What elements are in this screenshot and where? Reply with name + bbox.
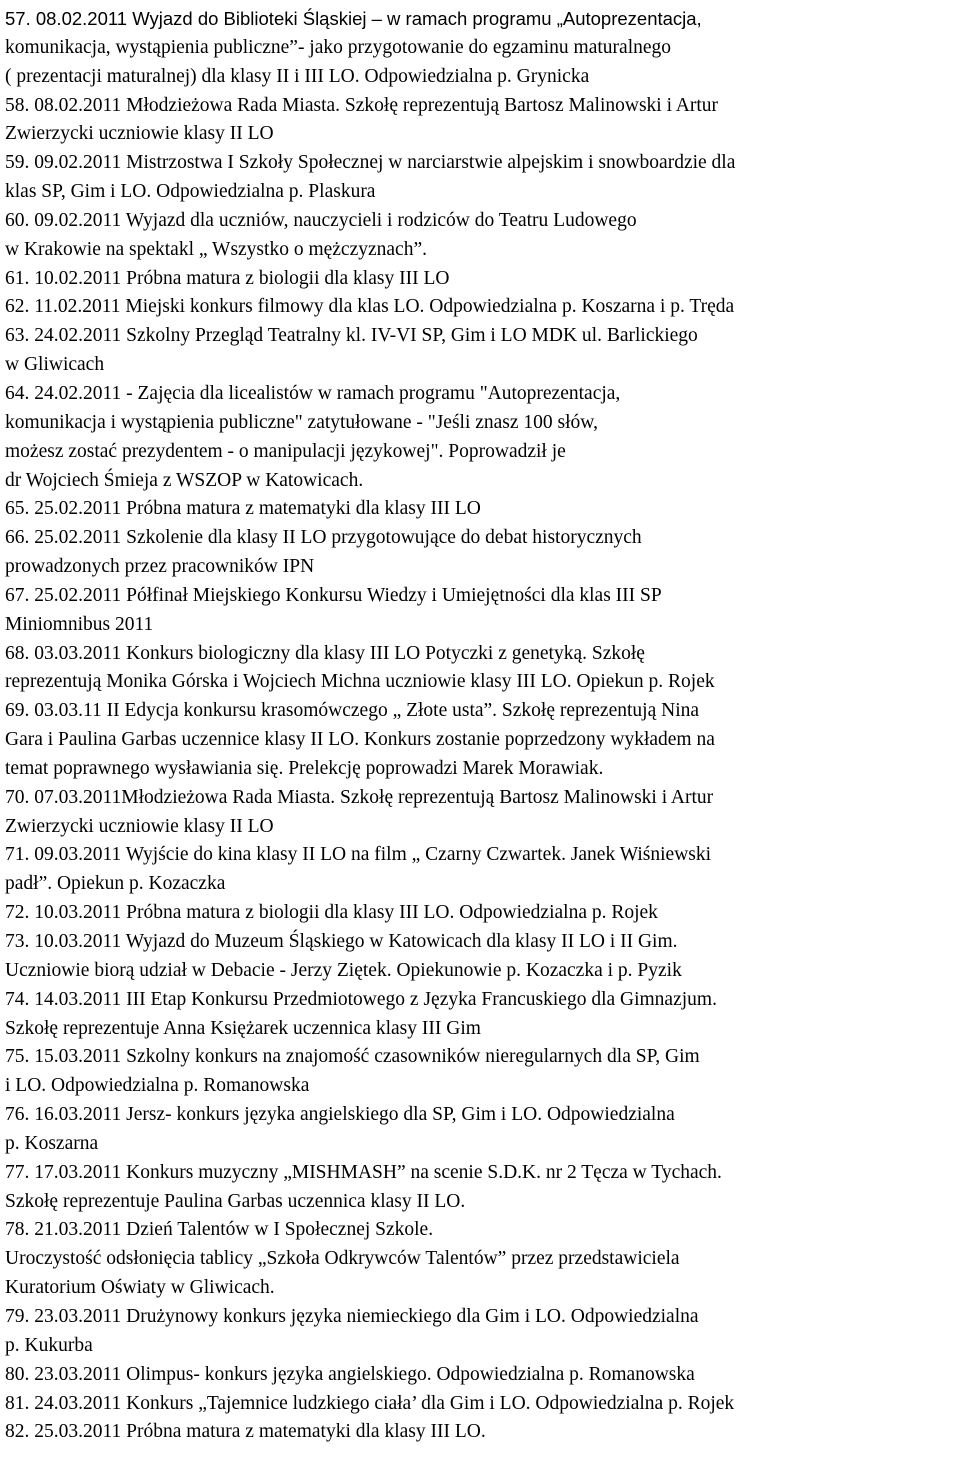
text-line: 63. 24.02.2011 Szkolny Przegląd Teatralny kl. IV-VI SP, Gim i LO MDK ul. Barlickiego <box>5 325 698 347</box>
text-line: 64. 24.02.2011 - Zajęcia dla licealistów w ramach programu "Autoprezentacja, <box>5 382 621 404</box>
text-line: w Krakowie na spektakl „ Wszystko o mężczyznach”. <box>5 238 427 260</box>
text-line: 75. 15.03.2011 Szkolny konkurs na znajomość czasowników nieregularnych dla SP, Gim <box>5 1046 700 1068</box>
text-line: Zwierzycki uczniowie klasy II LO <box>5 123 274 145</box>
text-line: reprezentują Monika Górska i Wojciech Michna uczniowie klasy III LO. Opiekun p. Rojek <box>5 671 715 693</box>
text-line: 62. 11.02.2011 Miejski konkurs filmowy dla klas LO. Odpowiedzialna p. Koszarna i p. Tręda <box>5 296 735 318</box>
text-line: 66. 25.02.2011 Szkolenie dla klasy II LO przygotowujące do debat historycznych <box>5 527 642 549</box>
text-line: Zwierzycki uczniowie klasy II LO <box>5 815 274 837</box>
text-line: 69. 03.03.11 II Edycja konkursu krasomówczego „ Złote usta”. Szkołę reprezentują Nina <box>5 700 700 722</box>
text-line: Szkołę reprezentuje Paulina Garbas uczennica klasy II LO. <box>5 1190 466 1212</box>
text-line: Miniomnibus 2011 <box>5 613 154 635</box>
text-line: temat poprawnego wysławiania się. Prelekcję poprowadzi Marek Morawiak. <box>5 757 604 779</box>
text-line: 76. 16.03.2011 Jersz- konkurs języka angielskiego dla SP, Gim i LO. Odpowiedzialna <box>5 1104 675 1126</box>
text-line: 59. 09.02.2011 Mistrzostwa I Szkoły Społecznej w narciarstwie alpejskim i snowboardzie dla <box>5 152 736 174</box>
text-line: p. Koszarna <box>5 1132 99 1154</box>
text-line: 77. 17.03.2011 Konkurs muzyczny „MISHMASH” na scenie S.D.K. nr 2 Tęcza w Tychach. <box>5 1161 722 1183</box>
text-line: Szkołę reprezentuje Anna Księżarek uczennica klasy III Gim <box>5 1017 481 1039</box>
text-line: klas SP, Gim i LO. Odpowiedzialna p. Plaskura <box>5 181 376 203</box>
text-line: 61. 10.02.2011 Próbna matura z biologii dla klasy III LO <box>5 267 450 289</box>
text-line: Uroczystość odsłonięcia tablicy „Szkoła Odkrywców Talentów” przez przedstawiciela <box>5 1248 680 1270</box>
text-line: możesz zostać prezydentem - o manipulacji językowej". Poprowadził je <box>5 440 566 462</box>
text-line: Gara i Paulina Garbas uczennice klasy II LO. Konkurs zostanie poprzedzony wykładem na <box>5 729 715 751</box>
text-line: 67. 25.02.2011 Półfinał Miejskiego Konkursu Wiedzy i Umiejętności dla klas III SP <box>5 584 662 606</box>
text-line: 58. 08.02.2011 Młodzieżowa Rada Miasta. Szkołę reprezentują Bartosz Malinowski i Artur <box>5 94 719 116</box>
text-line: prowadzonych przez pracowników IPN <box>5 556 315 578</box>
text-line: komunikacja, wystąpienia publiczne”- jako przygotowanie do egzaminu maturalnego <box>5 36 672 58</box>
text-line: 72. 10.03.2011 Próbna matura z biologii dla klasy III LO. Odpowiedzialna p. Rojek <box>5 902 658 924</box>
text-line: 60. 09.02.2011 Wyjazd dla uczniów, nauczycieli i rodziców do Teatru Ludowego <box>5 209 637 231</box>
text-line: 81. 24.03.2011 Konkurs „Tajemnice ludzkiego ciała’ dla Gim i LO. Odpowiedzialna p. Rojek <box>5 1392 735 1414</box>
text-line: 78. 21.03.2011 Dzień Talentów w I Społecznej Szkole. <box>5 1219 434 1241</box>
text-line: 73. 10.03.2011 Wyjazd do Muzeum Śląskiego w Katowicach dla klasy II LO i II Gim. <box>5 931 678 952</box>
text-line: dr Wojciech Śmieja z WSZOP w Katowicach. <box>5 469 364 491</box>
text-line: 71. 09.03.2011 Wyjście do kina klasy II LO na film „ Czarny Czwartek. Janek Wiśniewski <box>5 844 712 866</box>
text-line: 68. 03.03.2011 Konkurs biologiczny dla klasy III LO Potyczki z genetyką. Szkołę <box>5 642 645 664</box>
text-line: 70. 07.03.2011Młodzieżowa Rada Miasta. Szkołę reprezentują Bartosz Malinowski i Artur <box>5 786 714 808</box>
text-line: Uczniowie biorą udział w Debacie - Jerzy Ziętek. Opiekunowie p. Kozaczka i p. Pyzik <box>5 959 682 981</box>
text-line: Kuratorium Oświaty w Gliwicach. <box>5 1277 275 1299</box>
text-line: 57. 08.02.2011 Wyjazd do Biblioteki Śląskiej – w ramach programu „Autoprezentacja, <box>5 8 702 29</box>
text-line: padł”. Opiekun p. Kozaczka <box>5 873 226 895</box>
text-line: 74. 14.03.2011 III Etap Konkursu Przedmiotowego z Języka Francuskiego dla Gimnazjum. <box>5 988 717 1010</box>
text-line: ( prezentacji maturalnej) dla klasy II i III LO. Odpowiedzialna p. Grynicka <box>5 65 590 87</box>
text-line: 82. 25.03.2011 Próbna matura z matematyki dla klasy III LO. <box>5 1421 486 1443</box>
text-line: 79. 23.03.2011 Drużynowy konkurs języka niemieckiego dla Gim i LO. Odpowiedzialna <box>5 1305 699 1327</box>
text-line: i LO. Odpowiedzialna p. Romanowska <box>5 1075 310 1097</box>
text-line: p. Kukurba <box>5 1334 93 1356</box>
document-page <box>5 5 955 1447</box>
text-line: komunikacja i wystąpienia publiczne" zatytułowane - "Jeśli znasz 100 słów, <box>5 411 598 433</box>
text-line: 65. 25.02.2011 Próbna matura z matematyki dla klasy III LO <box>5 498 481 520</box>
text-line: w Gliwicach <box>5 354 105 376</box>
text-line: 80. 23.03.2011 Olimpus- konkurs języka angielskiego. Odpowiedzialna p. Romanowska <box>5 1363 695 1385</box>
